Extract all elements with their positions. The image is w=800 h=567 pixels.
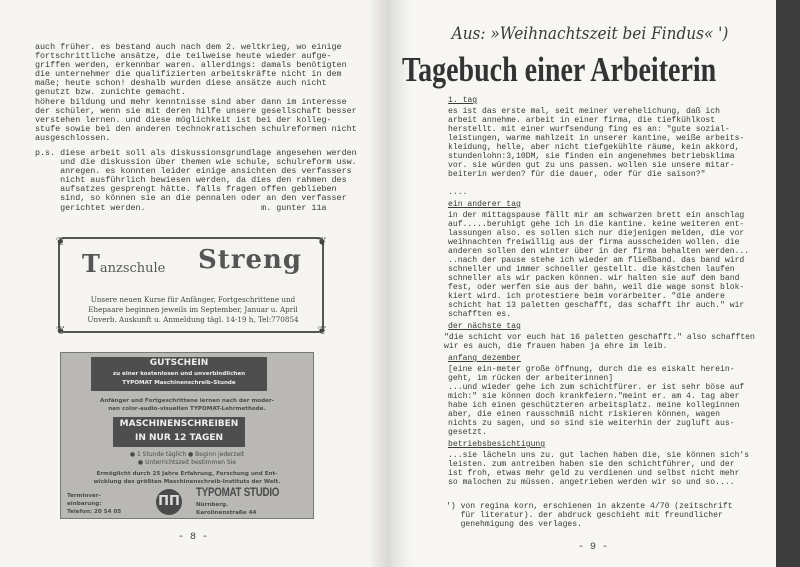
text-line: kiert wird. ich protestiere beim vorarbeiter. "die andere [448,292,725,301]
section-heading: der nächste tag [448,322,521,331]
text-line: auch früher. es bestand auch nach dem 2. weltkrieg, wo einige [35,42,342,52]
text-line: genehmigung des verlages. [446,520,582,529]
voucher-line: TYPOMAT Maschinenschreib-Stunde [122,380,236,386]
text-line: die unternehmer die qualifizierten arbeitskräfte nicht in dem [35,69,342,80]
text-line: wir es auch, die frauen haben ja ehre im leib. [444,342,668,351]
typomat-advert [60,352,314,519]
text-line: weihnachten freiwillig aus der firma ausscheiden wollen. die [448,238,740,247]
section-heading: ein anderer tag [448,200,521,209]
article-source: Aus: »Weihnachtszeit bei Findus« ') [451,24,729,44]
text-line: "die schicht vor euch hat 16 paletten geschafft." also schafften [444,333,755,342]
section-text [448,365,744,437]
text-line: ..nach der pause stehe ich wieder am fließband. das band wird [448,256,745,265]
tanzschule-advert [56,234,326,339]
bullet-line: ● Unterrichtszeit bestimmen Sie [137,459,237,466]
text-line [448,179,744,188]
text-line: fest, oder werfen sie aus der bahn, weil die wage sonst blok- [448,283,745,292]
article-title: Tagebuch einer Arbeiterin [402,50,717,89]
text-line: ausgeschlossen. [35,132,111,143]
text-line: leistungen, warme mahlzeit in unserer kantine, weiße arbeits- [448,134,745,143]
text-line: nichts zu sagen, und so sind sie weiterhin der zugluft aus- [448,419,735,428]
advert-text [80,295,306,325]
text-line: gerichtet werden. m. gunter 11a [35,202,327,213]
text-line: nicht ausführlich bewiesen werden, da dies den rahmen des [35,175,347,186]
intro-line: Anfänger und Fortgeschrittene lernen nach der moder- [100,398,274,404]
voucher-line: zu einer kostenlosen und unverbindlichen [112,371,246,377]
section-heading: betriebsbesichtigung [448,440,546,449]
address-line: Nürnberg. [196,502,229,508]
headline-banner [113,417,245,447]
text-line: leisten. zum antreiben haben sie den schichtführer, und der [448,460,735,469]
text-line: schneller als wir packen können. wir halten sie auf dem band [448,274,740,283]
text-line: stundenlohn:3,10DM, sie finden ein angenehmes betriebsklima [448,152,735,161]
text-line: arbeit annehme. arbeit in einer firma, die tiefkühlkost [448,116,716,125]
text-line: in der mittagspause fällt mir am schwarzen brett ein anschlag [448,211,745,220]
text-line: und die diskussion über themen wie schule, schulreform usw. [35,157,357,168]
appointment-line: Terminver- [67,493,101,499]
typomat-logo-icon: ΠΠ [156,489,182,515]
section-text [448,211,749,319]
text-line: gesetzt. [448,428,487,437]
text-line: beiterin werden? für die dauer, oder für die saison?" [448,170,706,179]
text-line: mich:" sie können doch krankfeiern."meint er. am 4. tag aber [448,392,740,401]
ornament-icon: ❦ [317,234,326,250]
text-line: [eine ein-meter große öffnung, durch die es eiskalt herein- [448,365,735,374]
section-heading: anfang dezember [448,354,521,363]
text-line: schneller und immer schneller gestellt. die kästchen laufen [448,265,735,274]
address-line: Karolinenstraße 44 [196,510,257,516]
text-line: stufe sowie bei den anderen technokratischen schulreformen nicht [35,123,357,134]
text-line: .... [448,188,468,197]
text-line: fortschrittliche ansätze, die teilweise heute wieder aufge- [35,51,332,62]
section-text [448,107,744,197]
text-line: es ist das erste mal, seit meiner verehelichung, daß ich [448,107,720,116]
intro-line: nen color-audio-visuellen TYPOMAT-Lehrmethode. [108,406,266,412]
section-text [444,333,755,351]
logo-word: anzschule [99,261,166,276]
text-line: ...und wieder gehe ich zum schichtfürer. er ist sehr böse auf [448,383,745,392]
text-line: der schüler, wenn sie mit deren hilfe unsere gesellschaft besser [35,105,357,116]
text-line: habe ich einen geschützteren arbeitsplatz. meine kolleginnen [448,401,740,410]
text-line: anregen. es konnten leider einige ansichten des verfassers [35,166,352,177]
phone-number: Telefon: 20 54 05 [67,509,122,515]
text-line: auf.....beruhigt gehe ich in die kantine. keine weiteren ent- [448,220,745,229]
text-line: herstellt. mit einer wurfsendung fing es an: "gute sozial- [448,125,730,134]
text-line: maße; heute schon! deshalb wurden diese ansätze auch nicht [35,78,327,89]
text-line: p.s. diese arbeit soll als diskussionsgrundlage angesehen werden [35,148,357,158]
studio-name: TYPOMAT STUDIO [196,487,280,499]
text-line: ...sie lächeln uns zu. gut lachen haben die, sie können sich's [448,451,750,460]
text-line: Ehepaare beginnen jeweils im September, Januar u. April [88,305,298,314]
text-line: schicht hat 13 paletten geschafft, das schafft ihr auch." wir [448,301,745,310]
text-line: Unsere neuen Kurse für Anfänger, Fortgeschrittene und [90,295,296,304]
headline-line: IN NUR 12 TAGEN [134,433,224,443]
page-number: - 9 - [578,542,609,553]
claim-line: wicklung des größten Maschinenschreib-Instituts der Welt. [93,479,281,485]
text-line: schafften es. [448,310,512,319]
section-text [448,451,749,487]
text-line: sind, so können sie an die pennalen oder an den verfasser [35,193,347,204]
text-line: lassungen also. es sollen sich nur diejenigen melden, die vor [448,229,745,238]
ornament-icon: ❦ [56,323,65,339]
appointment-line: einbarung: [67,501,102,507]
bullet-line: ● 1 Stunde täglich ● Beginn jederzeit [129,451,245,458]
claim-line: Ermöglicht durch 25 Jahre Erfahrung, Forschung und Ent- [96,471,278,477]
scan-edge [776,0,800,567]
text-line: Unverb. Auskunft u. Anmeldung tägl. 14-19 h, Tel:770854 [87,315,299,324]
text-line: griffen werden, erkennbar waren. allerdings: damals benötigten [35,60,347,71]
voucher-title: GUTSCHEIN [149,358,209,368]
text-line: vor. sie würden gut zu uns passen. wollen sie unsere mitar- [448,161,735,170]
logo-initial: T [82,249,100,278]
postscript [35,149,357,213]
text-line: aber, die einen rausschmiß nicht riskieren können, wagen [448,410,720,419]
ornament-icon: ❦ [317,323,326,339]
headline-line: MASCHINENSCHREIBEN [119,419,239,429]
text-line: genutzt bzw. zunichte gemacht. [35,87,186,98]
tanzschule-logo [82,249,165,278]
text-line: kleidung, helle, aber nicht tiefgekühlte räume, kein akkord, [448,143,740,152]
text-line: ist froh, etwas mehr geld zu verdienen und selbst nicht mehr [448,469,740,478]
brand-name: Streng [198,245,303,275]
voucher-banner [91,357,267,391]
ornament-icon: ❦ [56,234,65,250]
text-line: aufsatzes gesprengt hätte. falls fragen offen geblieben [35,184,337,195]
text-line: geht, im rücken der arbeiterinnen] [448,374,614,383]
text-line: verstehen lernen. und diese möglichkeit ist bei der kolleg- [35,114,332,125]
text-line: anderen sollen den winter über in der firma behalten werden... [448,247,750,256]
text-line: höhere bildung und mehr kenntnisse sind aber dann im interesse [35,96,347,107]
page-number: - 8 - [178,532,209,543]
text-line: ') von regina korn, erschienen in akzente 4/70 (zeitschrift [446,502,733,511]
essay-paragraph [35,43,357,143]
text-line: so malochen zu müssen. angetrieben werden wir so und so.... [448,478,735,487]
text-line: für literatur). der abdruck geschieht mit freundlicher [446,511,723,520]
section-heading: 1. tag [448,96,478,105]
footnote [446,502,733,529]
